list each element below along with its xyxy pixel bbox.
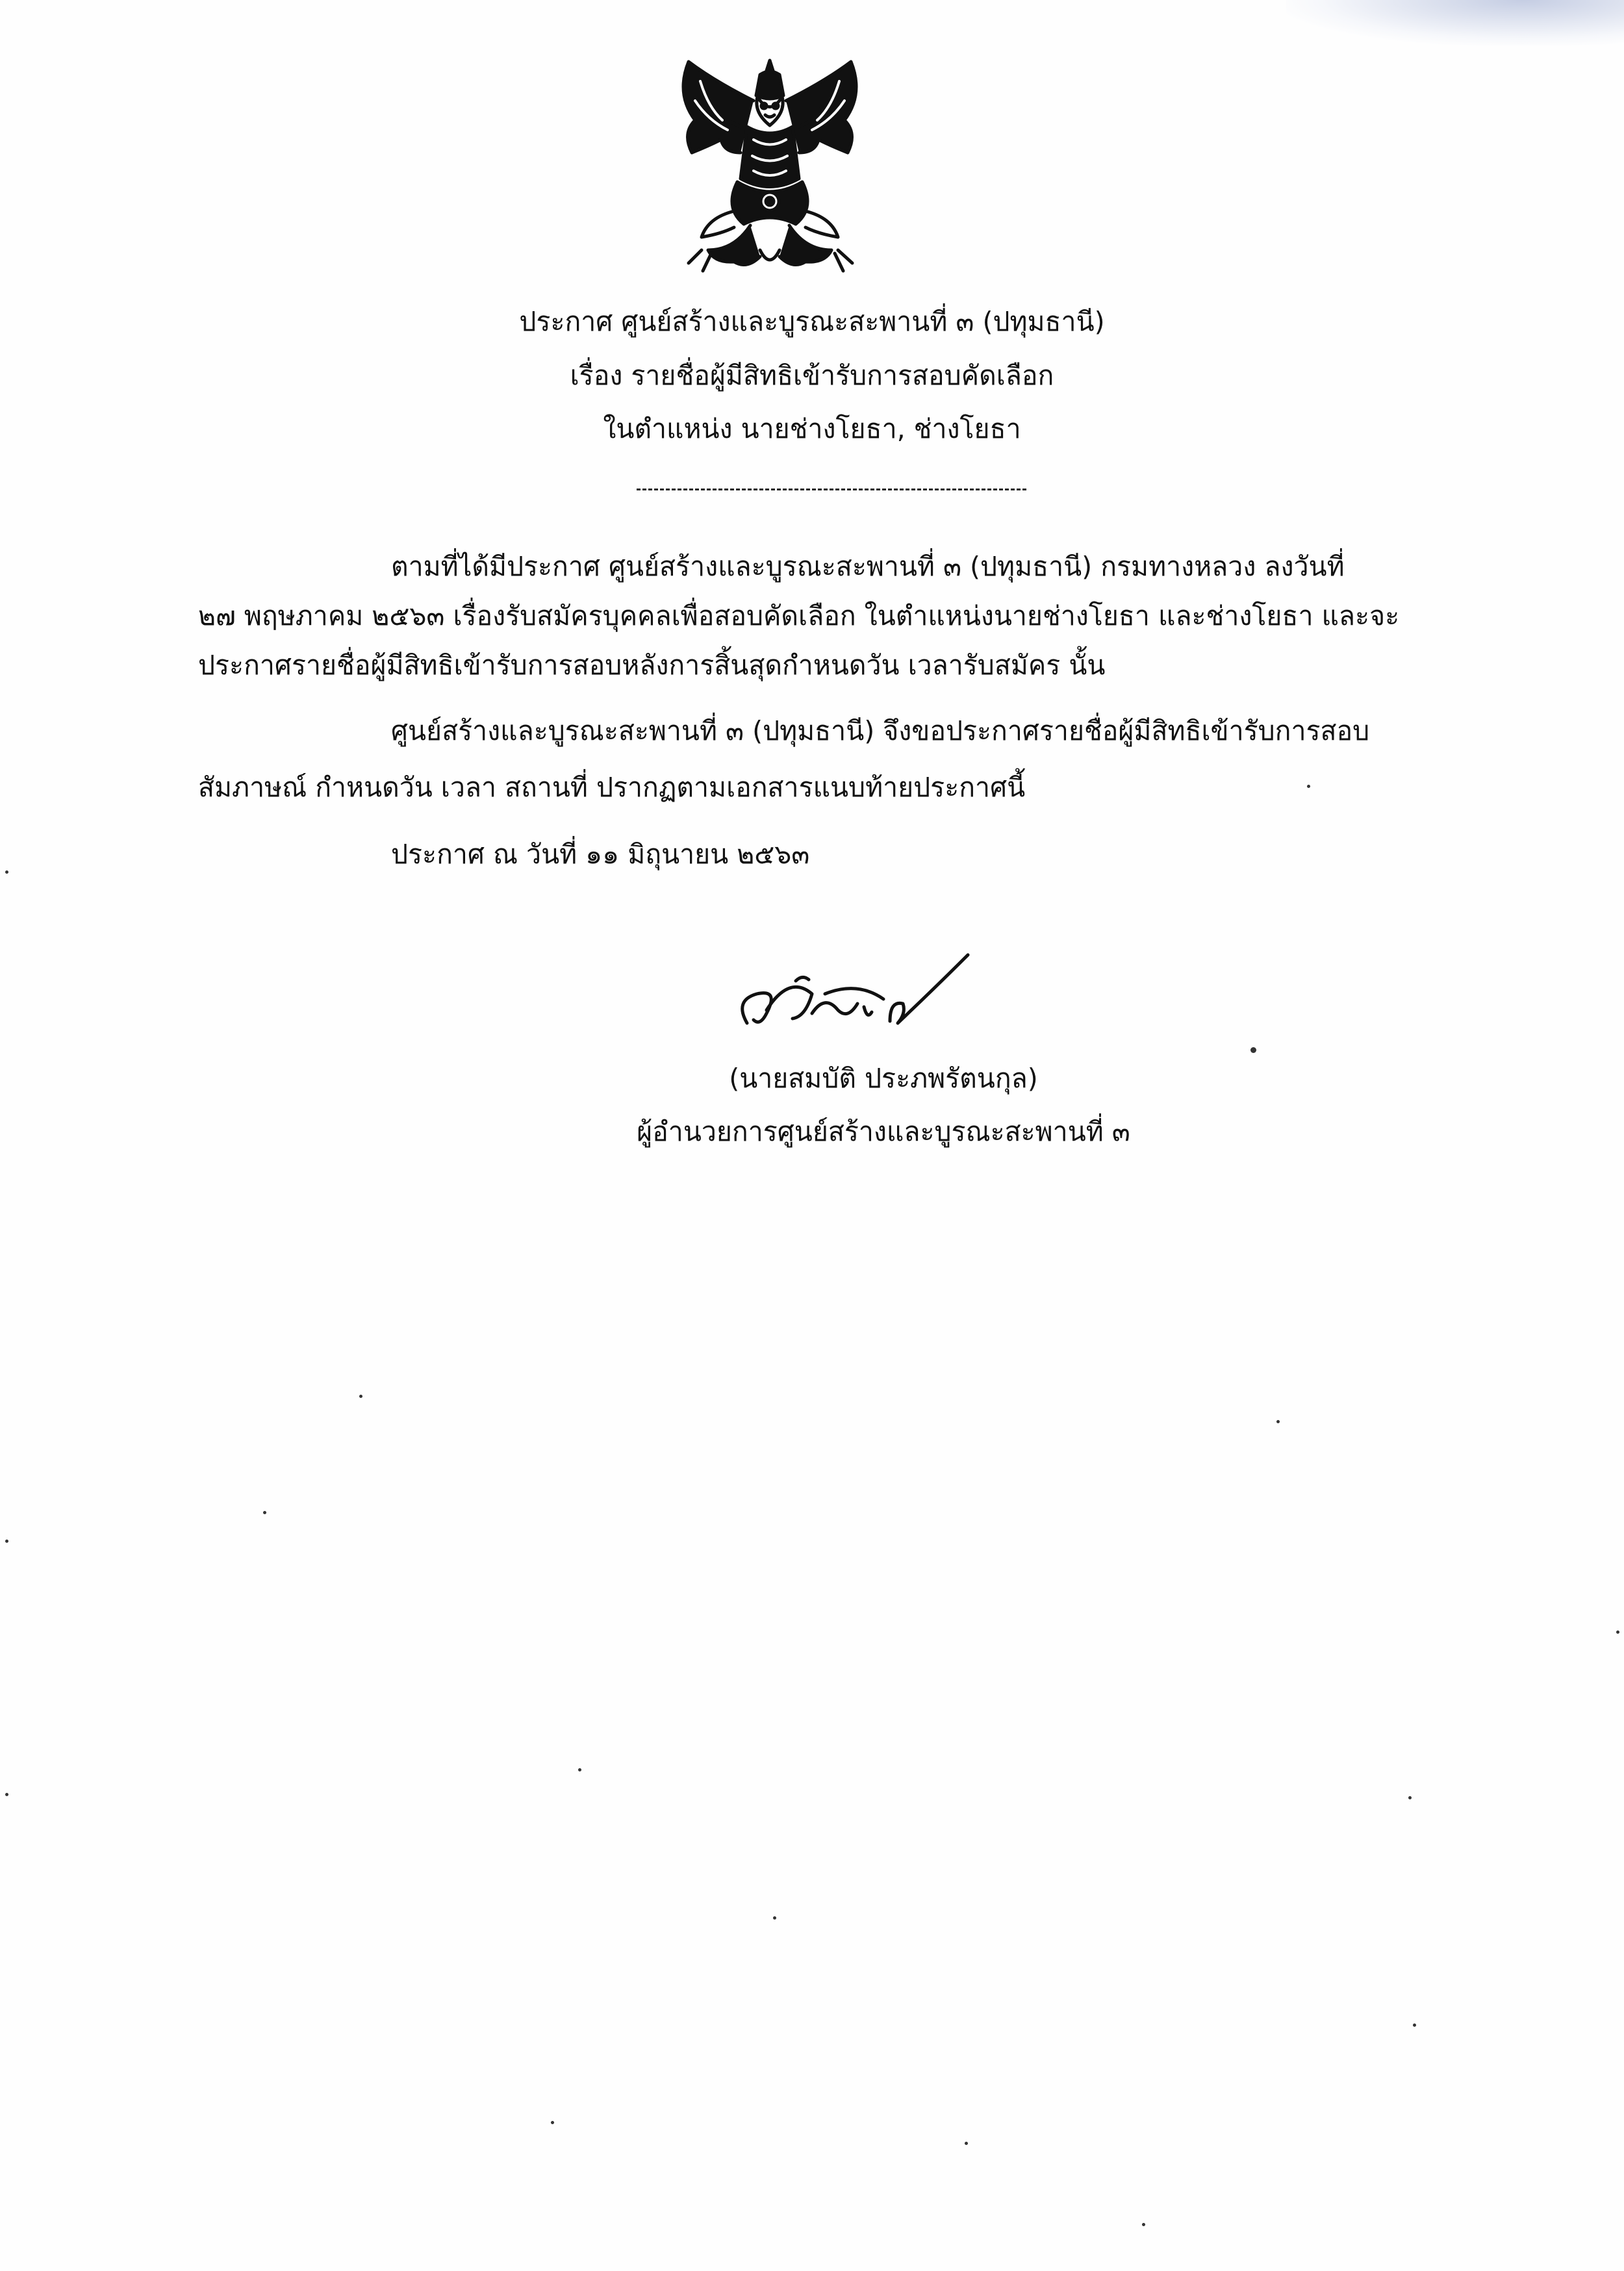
scan-speck (773, 1916, 776, 1920)
paragraph-2-line-1: ศูนย์สร้างและบูรณะสะพานที่ ๓ (ปทุมธานี) จึงขอประกาศรายชื่อผู้มีสิทธิเข้ารับการสอบ (391, 715, 1370, 746)
scan-speck (1276, 1420, 1280, 1423)
paragraph-1-line-1: ตามที่ได้มีประกาศ ศูนย์สร้างและบูรณะสะพานที่ ๓ (ปทุมธานี) กรมทางหลวง ลงวันที่ (391, 551, 1345, 582)
paragraph-1-line-3: ประกาศรายชื่อผู้มีสิทธิเข้ารับการสอบหลังการสิ้นสุดกำหนดวัน เวลารับสมัคร นั้น (198, 650, 1106, 681)
scan-speck (965, 2142, 968, 2145)
scan-speck (5, 870, 8, 874)
scan-speck (1413, 2024, 1416, 2027)
title-divider (637, 488, 1026, 490)
scan-speck (1142, 2223, 1145, 2226)
scan-speck (1408, 1796, 1412, 1799)
scan-speck (359, 1395, 362, 1398)
paragraph-1-line-2: ๒๗ พฤษภาคม ๒๕๖๓ เรื่องรับสมัครบุคคลเพื่อสอบคัดเลือก ในตำแหน่งนายช่างโยธา และช่างโยธา และจะ (198, 600, 1400, 631)
scan-speck (5, 1540, 8, 1543)
scan-speck (551, 2121, 554, 2124)
scan-speck (1250, 1047, 1256, 1053)
announcement-date: ประกาศ ณ วันที่ ๑๑ มิถุนายน ๒๕๖๓ (391, 839, 810, 870)
scan-speck (5, 1793, 8, 1796)
scan-speck (1307, 785, 1310, 788)
paragraph-2-line-2: สัมภาษณ์ กำหนดวัน เวลา สถานที่ ปรากฏตามเอกสารแนบท้ายประกาศนี้ (198, 772, 1026, 803)
garuda-emblem-icon (663, 55, 877, 279)
scan-smudge (1286, 0, 1624, 45)
scan-speck (263, 1511, 266, 1514)
announcement-title: ประกาศ ศูนย์สร้างและบูรณะสะพานที่ ๓ (ปทุมธานี) (519, 306, 1105, 337)
announcement-subject: เรื่อง รายชื่อผู้มีสิทธิเข้ารับการสอบคัดเลือก (570, 360, 1054, 391)
signatory-position: ผู้อำนวยการศูนย์สร้างและบูรณะสะพานที่ ๓ (637, 1116, 1130, 1147)
signatory-name: (นายสมบัติ ประภพรัตนกุล) (729, 1063, 1038, 1094)
announcement-position: ในตำแหน่ง นายช่างโยธา, ช่างโยธา (603, 413, 1021, 444)
scan-speck (1616, 1630, 1619, 1634)
scan-speck (578, 1768, 581, 1771)
handwritten-signature-icon (728, 948, 987, 1046)
